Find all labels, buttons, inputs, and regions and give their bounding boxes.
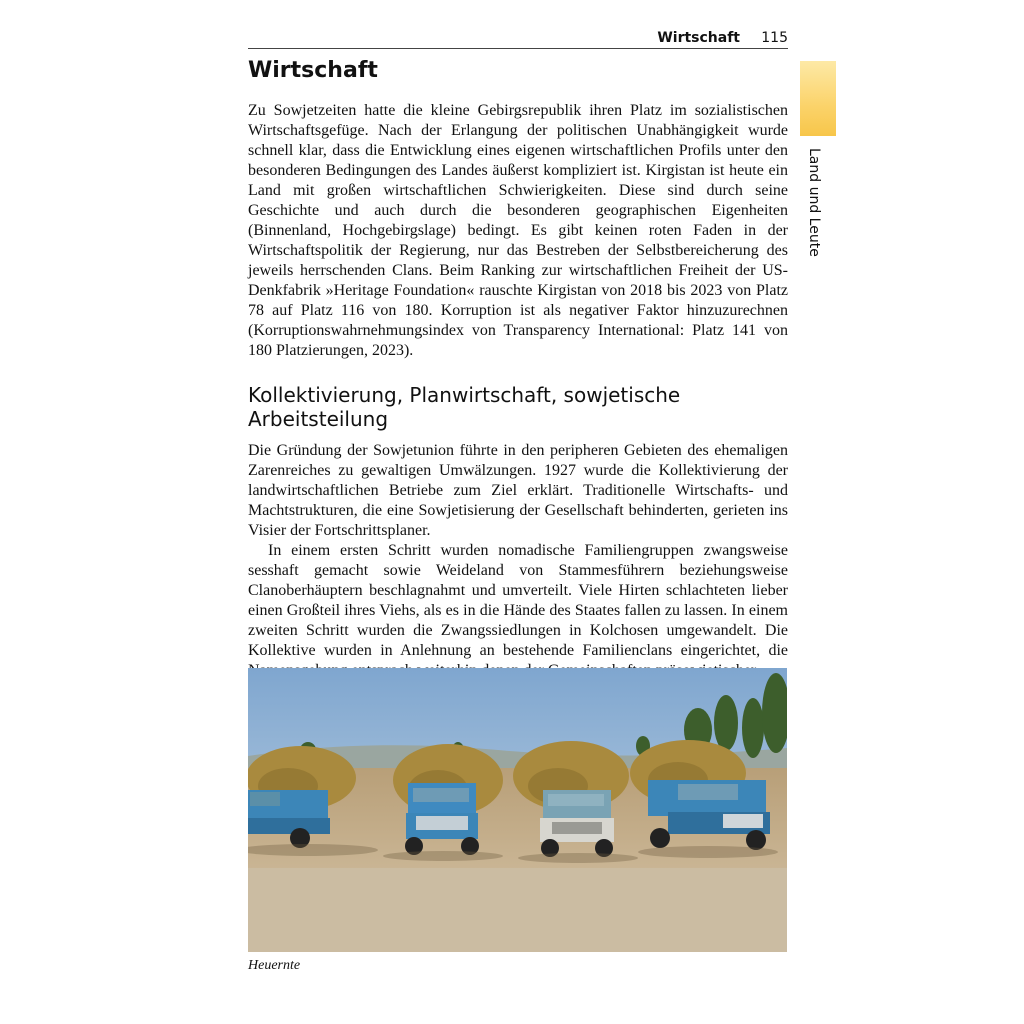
article-title: Wirtschaft bbox=[248, 58, 378, 83]
hay-harvest-photo bbox=[248, 668, 787, 952]
chapter-tab-label: Land und Leute bbox=[806, 148, 822, 257]
body-paragraph: Die Gründung der Sowjetunion führte in den peripheren Gebieten des ehemaligen Zarenreiches zu gewaltigen Umwälzungen. 1927 wurde die Kollektivierung der landwirtschaftlichen Betriebe zum Ziel erklärt. Traditionelle Wirtschafts- und Machtstrukturen, die eine Sowjetisierung der Gesellschaft behinderten, gerieten ins Visier der Fortschrittsplaner. bbox=[248, 442, 788, 539]
body-paragraph: In einem ersten Schritt wurden nomadische Familiengruppen zwangsweise sesshaft gemacht sowie Weideland von Stammesführern beziehungsweise Clanoberhäuptern beschlagnahmt und umverteilt. Viele Hirten schlachteten lieber einen Großteil ihres Viehs, als es in die Hände des Staates fallen zu lassen. In einem zweiten Schritt wurden die Zwangssiedlungen in Kolchosen umgewandelt. Die Kollektive wurden in Anlehnung an bestehende Familienclans eingerichtet, die bbox=[248, 542, 788, 659]
intro-paragraph: Zu Sowjetzeiten hatte die kleine Gebirgsrepublik ihren Platz im sozialistischen Wirtschaftsgefüge. Nach der Erlangung der politischen Unabhängigkeit wurde schnell klar, dass die Entwicklung eines eigenen wirtschaftlichen Profils unter den besonderen Bedingungen des Landes äußerst kompliziert ist. Kirgistan ist heute ein Land mit großen wirtschaftlichen Schwierigkeiten. Diese sind durch seine Geschichte und auch durch die besonderen geographischen Eigenheiten (Binnenland, Hochgebirgslage) bedingt. Es gibt keinen roten Faden in der Wirtschaftspolitik der Regierung, nur das Bestreben der Selbstbereicherung des jeweils herrschenden Clans. Beim Ranking zur wirtschaftlichen Freiheit der US-Denkfabrik »Heritage Foundation« rauschte Kirgistan von 2018 bis 2023 von Platz 78 auf Platz 116 von 180. Korruption ist als negativer Faktor hinzuzurechnen (Korruptionswahrnehmungsindex von Transparency International: Platz 141 von 180 Platzierungen, 2023). bbox=[248, 102, 788, 359]
chapter-tab-marker bbox=[800, 61, 836, 136]
article-body bbox=[248, 52, 788, 681]
page-number: 115 bbox=[761, 30, 788, 46]
photo-caption: Heuernte bbox=[248, 958, 301, 973]
header-section-title: Wirtschaft bbox=[657, 30, 740, 46]
section-subheading: Kollektivierung, Planwirtschaft, sowjetische Arbeitsteilung bbox=[248, 383, 681, 431]
running-header bbox=[248, 28, 788, 49]
